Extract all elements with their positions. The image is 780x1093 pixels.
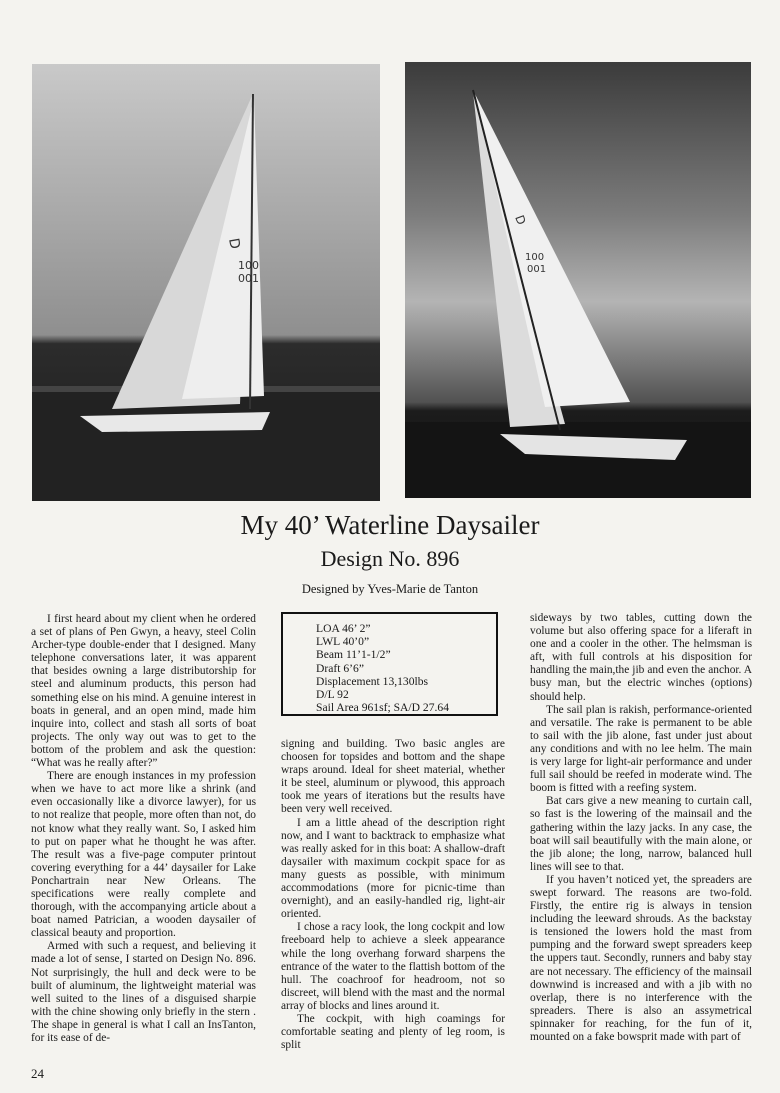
spec-draft: Draft 6’6” [316,661,364,675]
byline: Designed by Yves-Marie de Tanton [301,582,479,596]
paragraph: Armed with such a request, and believing it made a lot of sense, I started on Design No. 896. Not surprisingly, the hull and deck were to be built of aluminum, the lightweight material was well suited to the lines of a disguised sharpie with the chine showing only briefly in the stern . The shape in general is what I call an InsTanton, for its ease of de- [31,940,256,1044]
paragraph: Bat cars give a new meaning to curtain call, so fast is the lowering of the mainsail and the gathering within the lazy jacks. In any case, the boat will sail beautifully with the main alone, or the jib alone; the long, narrow, balanced hull lines will see to that. [530,795,752,873]
paragraph: I chose a racy look, the long cockpit and low freeboard help to achieve a sleek appearance while the long overhang forward sharpens the entrance of the water to the flattish bottom of the hull. The coachroof for headroom, not so discreet, will blend with the mast and the normal array of blocks and lines around it. [281,921,505,1012]
paragraph: If you haven’t noticed yet, the spreaders are swept forward. The reasons are two-fold. Firstly, the entire rig is always in tension including the leeward shrouds. As the backstay is tensioned the lowers hold the mast from pumping and the forward swept spreaders keep the uppers taut. Secondly, runners and baby stay are not necessary. The efficiency of the mainsail downwind is increased and with a jib with no overlap, there is no interference with the spreaders. There is also an assymetrical spinnaker for reaching, for the fun of it, mounted on a fake bowsprit made with part of [530,873,752,1043]
sailboat-illustration-left [32,64,380,501]
sail-number-text: D [512,213,529,227]
sailboat-illustration-right [405,62,751,498]
paragraph: I am a little ahead of the description right now, and I want to backtrack to emphasize what was really asked for in this boat: A shallow-draft daysailer with maximum cockpit space for as many guests as possible, with minimum accommodations (more for picnic-time than overnight), and an easily-handled rig, light-air oriented. [281,816,505,921]
page-number: 24 [31,1066,44,1081]
spec-displacement: Displacement 13,130lbs [316,674,429,688]
spec-dl: D/L 92 [316,688,349,702]
sail-number-text: 001 [238,272,259,285]
sail-number-text: D [225,236,243,251]
design-number-subtitle: Design No. 896 [320,546,460,571]
article-column-right [530,612,752,1044]
sail-number-text: 100 [238,259,259,272]
sailboat-photo-left [32,64,380,501]
paragraph: The sail plan is rakish, performance-oriented and versatile. The rake is permanent to be able to sail with the jib alone, fast under just about any conditions and with no lee helm. The main is very large for light-air performance and under full sail should be reefed in moderate wind. The boom is fitted with a reefing system. [530,703,752,795]
paragraph: signing and building. Two basic angles are choosen for topsides and bottom and the shape wraps around. Ideal for sheet material, whether it be steel, aluminum or plywood, this approach took me years of iterations but the results have been very well received. [281,738,505,816]
sailboat-photo-right [405,62,751,498]
paragraph: I first heard about my client when he ordered a set of plans of Pen Gwyn, a heavy, steel Colin Archer-type double-ender that I designed. Many telephone conversations later, it was apparent that besides owning a large distributorship for steel and aluminum products, this person had something else on his mind. A genuine interest in boats in general, and an open mind, made him inquire into, collect and stash all sorts of boat projects. The only way out was to get to the bottom of the problem and ask the question: “What was he really after?” [31,613,256,770]
specifications-box [281,612,498,716]
paragraph: sideways by two tables, cutting down the volume but also offering space for a liferaft in one and a cooler in the other. The helmsman is aft, with full controls at his disposition for handling the main,the jib and even the anchor. A busy man, but the electric winches (options) should help. [530,612,752,703]
article-column-left [31,613,256,1045]
paragraph: There are enough instances in my profession when we have to act more like a shrink (and even occasionally like a divorce lawyer), for us to not realize that people, more often than not, do not know what they really want. So, I asked him to put on paper what he thought he was after. The result was a five-page computer printout covering everything for a 44’ daysailer for Lake Ponchartrain near New Orleans. The specifications were really complete and thorough, with the accompanying article about a boat named Patrician, a wooden daysailer of classical beauty and proportion. [31,770,256,940]
article-column-middle [281,738,505,1052]
spec-lwl: LWL 40’0” [316,635,370,649]
article-title: My 40’ Waterline Daysailer [240,510,540,540]
sail-number-text: 100 [525,252,545,263]
spec-sail-area: Sail Area 961sf; SA/D 27.64 [316,701,449,715]
sail-number-text: 001 [527,264,547,275]
spec-beam: Beam 11’1-1/2” [316,648,391,662]
paragraph: The cockpit, with high coamings for comfortable seating and plenty of leg room, is split [281,1012,505,1052]
spec-loa: LOA 46’ 2” [316,622,371,635]
